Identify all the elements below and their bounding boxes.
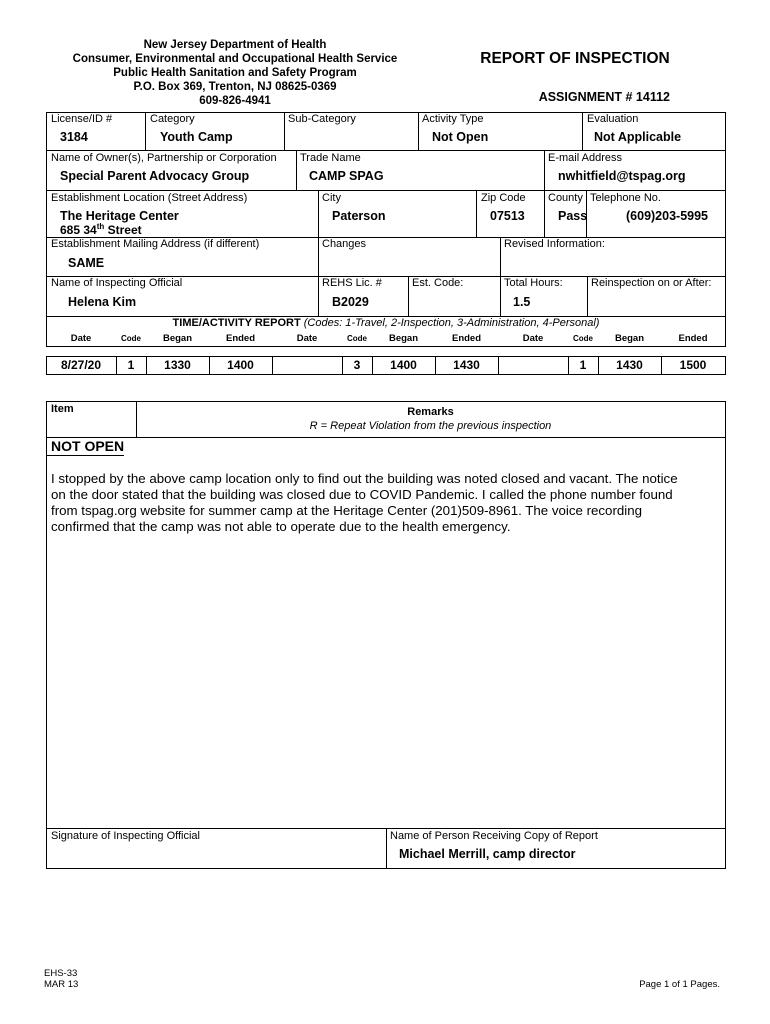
agency-address: P.O. Box 369, Trenton, NJ 08625-0369 xyxy=(133,81,337,93)
grid-line xyxy=(725,112,726,346)
grid-line xyxy=(386,828,387,868)
activity-type-label: Activity Type xyxy=(422,113,484,125)
location-line1: The Heritage Center xyxy=(60,209,179,223)
assignment-number: ASSIGNMENT # 14112 xyxy=(538,90,670,104)
entry3-ended: 1500 xyxy=(679,358,707,372)
changes-label: Changes xyxy=(322,238,367,250)
rehs-license-value: B2029 xyxy=(332,295,369,309)
agency-service: Consumer, Environmental and Occupational Health Service xyxy=(72,53,398,65)
col-ended-label: Ended xyxy=(451,333,482,344)
license-label: License/ID # xyxy=(51,113,113,125)
evaluation-value: Not Applicable xyxy=(594,130,682,144)
grid-line xyxy=(582,112,583,150)
col-code-label: Code xyxy=(121,334,141,343)
entry1-began: 1330 xyxy=(164,358,191,372)
col-ended-label: Ended xyxy=(225,333,256,344)
remarks-label: Remarks xyxy=(407,406,454,418)
grid-line xyxy=(272,356,273,374)
zip-code-value: 07513 xyxy=(490,209,525,223)
col-began-label: Began xyxy=(614,333,645,344)
receiver-label: Name of Person Receiving Copy of Report xyxy=(390,830,598,842)
entry3-began: 1430 xyxy=(616,358,643,372)
agency-header xyxy=(40,38,430,108)
grid-line xyxy=(46,401,47,437)
total-hours-label: Total Hours: xyxy=(504,277,563,289)
grid-line xyxy=(725,437,726,828)
grid-line xyxy=(318,190,319,237)
grid-line xyxy=(46,112,47,346)
rehs-license-label: REHS Lic. # xyxy=(322,277,382,289)
heading-underline xyxy=(46,455,124,456)
city-label: City xyxy=(322,192,341,204)
remarks-text-line2: on the door stated that the building was closed due to COVID Pandemic. I called the phone number found xyxy=(51,487,673,502)
repeat-violation-note: R = Repeat Violation from the previous inspection xyxy=(309,420,552,432)
grid-line xyxy=(296,150,297,190)
remarks-text-line3: from tspag.org website for summer camp at the Heritage Center (201)509-8961. The voice recording xyxy=(51,503,643,518)
grid-line xyxy=(318,237,319,276)
reinspection-label: Reinspection on or After: xyxy=(591,277,712,289)
email-value: nwhitfield@tspag.org xyxy=(558,169,686,183)
item-label: Item xyxy=(51,403,74,415)
revised-info-label: Revised Information: xyxy=(504,238,605,250)
grid-line xyxy=(46,828,47,868)
mailing-address-value: SAME xyxy=(68,256,105,270)
grid-line xyxy=(46,437,47,828)
inspecting-official-value: Helena Kim xyxy=(68,295,137,309)
owner-label: Name of Owner(s), Partnership or Corporation xyxy=(51,152,277,164)
signature-field[interactable] xyxy=(95,848,335,866)
time-activity-title: TIME/ACTIVITY REPORT (Codes: 1-Travel, 2-Inspection, 3-Administration, 4-Personal) xyxy=(172,317,600,329)
mailing-address-label: Establishment Mailing Address (if different) xyxy=(51,238,260,250)
report-title: REPORT OF INSPECTION xyxy=(480,50,670,67)
grid-line xyxy=(476,190,477,237)
inspecting-official-label: Name of Inspecting Official xyxy=(51,277,183,289)
col-began-label: Began xyxy=(162,333,193,344)
grid-line xyxy=(145,112,146,150)
grid-line xyxy=(587,276,588,316)
grid-line xyxy=(46,374,726,375)
category-label: Category xyxy=(150,113,195,125)
telephone-label: Telephone No. xyxy=(590,192,661,204)
grid-line xyxy=(544,150,545,190)
agency-phone: 609-826-4941 xyxy=(199,95,271,107)
owner-value: Special Parent Advocacy Group xyxy=(60,169,250,183)
col-ended-label: Ended xyxy=(678,333,708,344)
signature-label: Signature of Inspecting Official xyxy=(51,830,200,842)
form-id: EHS-33 xyxy=(44,968,78,979)
grid-line xyxy=(500,237,501,276)
remarks-heading: NOT OPEN xyxy=(51,438,125,454)
remarks-text-line1: I stopped by the above camp location only to find out the building was noted closed and vacant. The notice xyxy=(51,471,678,486)
trade-name-value: CAMP SPAG xyxy=(309,169,384,183)
entry2-code: 3 xyxy=(353,358,361,372)
grid-line xyxy=(284,112,285,150)
location-line2: 685 34th Street xyxy=(60,222,142,237)
receiver-value: Michael Merrill, camp director xyxy=(399,847,576,861)
col-began-label: Began xyxy=(388,333,419,344)
col-date-label: Date xyxy=(296,333,318,344)
entry1-ended: 1400 xyxy=(227,358,254,372)
total-hours-value: 1.5 xyxy=(513,295,531,309)
col-code-label: Code xyxy=(573,334,593,343)
grid-line xyxy=(500,276,501,316)
form-date: MAR 13 xyxy=(44,979,79,990)
zip-code-label: Zip Code xyxy=(481,192,526,204)
agency-program: Public Health Sanitation and Safety Program xyxy=(113,67,357,79)
category-value: Youth Camp xyxy=(160,130,233,144)
grid-line xyxy=(46,868,726,869)
grid-line xyxy=(46,401,726,402)
grid-line xyxy=(318,276,319,316)
grid-line xyxy=(725,401,726,437)
grid-line xyxy=(46,346,726,347)
grid-line xyxy=(544,190,545,237)
grid-line xyxy=(46,356,726,357)
license-value: 3184 xyxy=(60,130,88,144)
entry3-code: 1 xyxy=(579,358,587,372)
email-label: E-mail Address xyxy=(548,152,622,164)
subcategory-label: Sub-Category xyxy=(288,113,356,125)
county-label: County xyxy=(548,192,583,204)
city-value: Paterson xyxy=(332,209,386,223)
col-code-label: Code xyxy=(347,334,367,343)
grid-line xyxy=(408,276,409,316)
agency-name: New Jersey Department of Health xyxy=(143,39,327,51)
evaluation-label: Evaluation xyxy=(587,113,639,125)
entry2-ended: 1430 xyxy=(453,358,480,372)
col-date-label: Date xyxy=(522,333,544,344)
grid-line xyxy=(46,150,726,151)
entry1-code: 1 xyxy=(127,358,135,372)
telephone-value: (609)203-5995 xyxy=(626,209,709,223)
grid-line xyxy=(725,356,726,374)
entry2-began: 1400 xyxy=(390,358,417,372)
grid-line xyxy=(46,190,726,191)
est-code-label: Est. Code: xyxy=(412,277,464,289)
location-label: Establishment Location (Street Address) xyxy=(51,192,248,204)
col-date-label: Date xyxy=(70,333,92,344)
grid-line xyxy=(725,828,726,868)
remarks-text-line4: confirmed that the camp was not able to operate due to the health emergency. xyxy=(51,519,511,534)
entry1-date: 8/27/20 xyxy=(60,358,102,372)
county-value: Pass xyxy=(558,209,588,223)
grid-line xyxy=(418,112,419,150)
activity-type-value: Not Open xyxy=(432,130,489,144)
grid-line xyxy=(498,356,499,374)
page-number: Page 1 of 1 Pages. xyxy=(639,979,720,990)
grid-line xyxy=(46,437,726,438)
trade-name-label: Trade Name xyxy=(300,152,361,164)
